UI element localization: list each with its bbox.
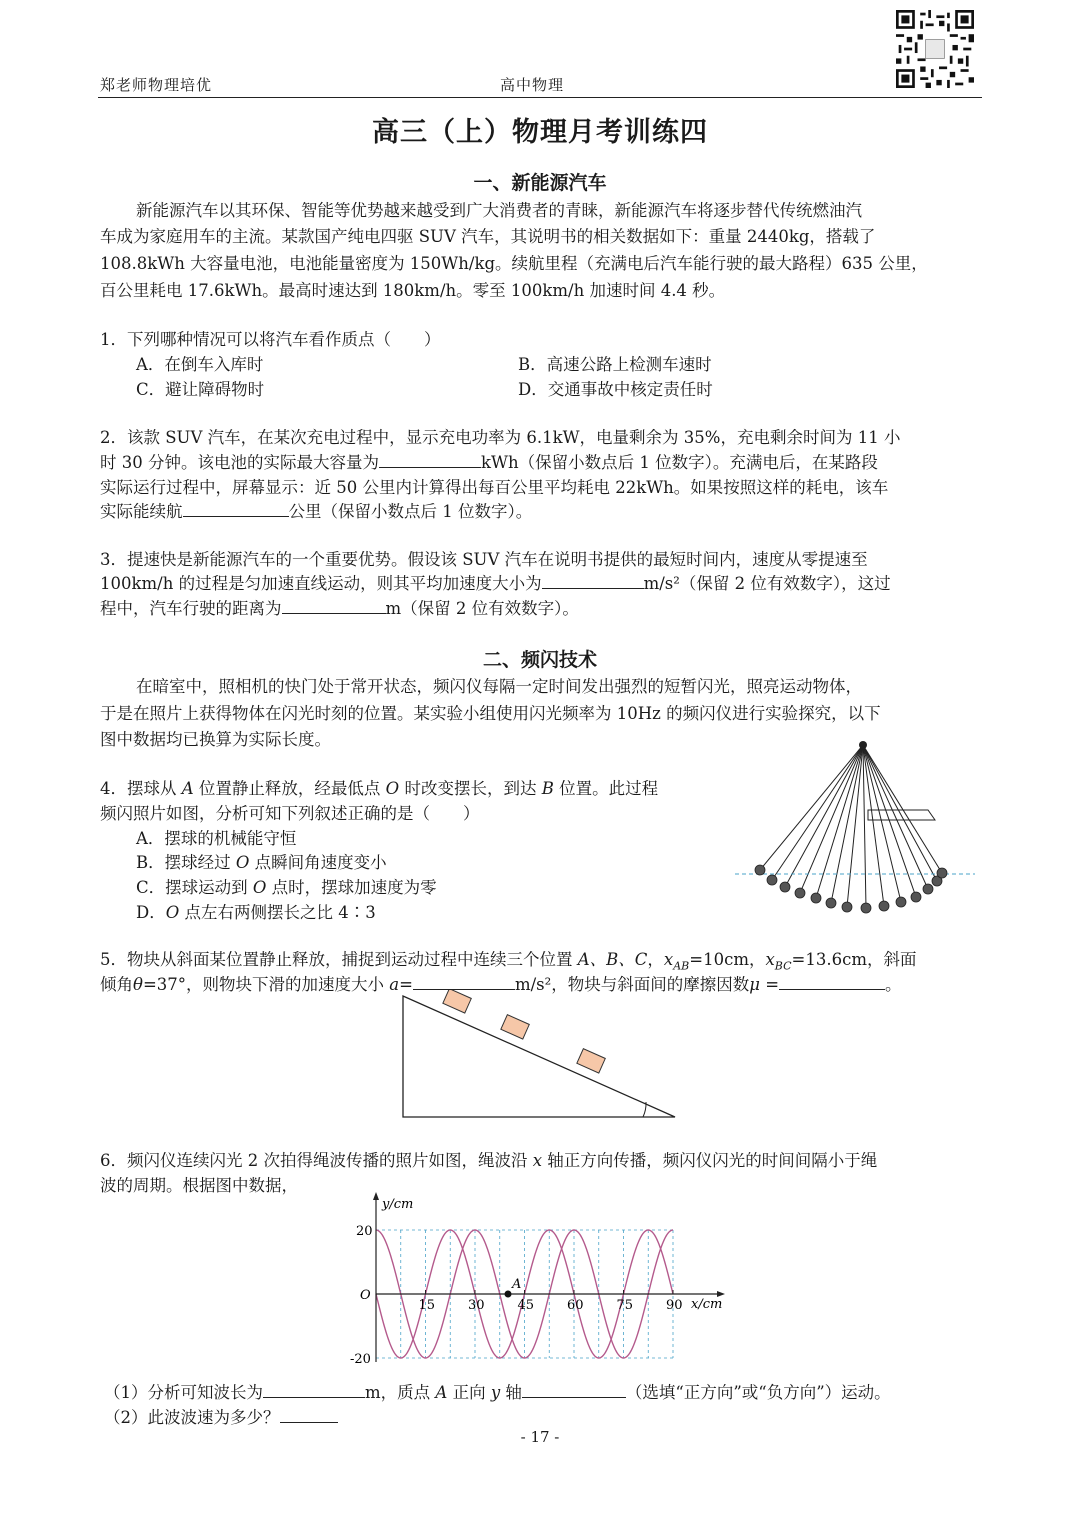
pendulum-string [863,745,942,873]
q4-c3: 点时，摆球加速度为零 [266,878,437,897]
q4-d3: 点左右两侧摆长之比 4∶3 [179,903,376,922]
section-1-intro-line-4: 百公里耗电 17.6kWh。最高时速达到 180km/h。零至 100km/h 加速时间 4.4 秒。 [100,281,726,300]
q5-line-1 [100,946,916,972]
pendulum-ball [911,892,921,902]
q6-s1c: A [435,1383,448,1402]
y-axis-arrow [373,1192,379,1200]
header-left-text: 郑老师物理培优 [100,76,213,94]
pendulum-ball [795,888,805,898]
header-center-text: 高中物理 [500,76,565,94]
y-axis-label: y/cm [382,1197,414,1212]
pendulum-ball [826,898,836,908]
point-a-marker [505,1291,512,1298]
x-tick-label: 90 [666,1298,683,1313]
q4-c1: C．摆球运动到 [136,878,253,897]
x-tick-label: 15 [418,1298,436,1313]
q4-l1g: 位置。此过程 [553,779,659,798]
q4-c2: O [252,878,267,897]
q4-option-d [136,899,376,923]
x-axis-label: x/cm [691,1297,723,1312]
q6-blank-wavelength[interactable] [263,1381,365,1398]
q4-line-1 [100,775,658,799]
q4-l1e: 时改变摆长，到达 [399,779,542,798]
incline-figure [395,990,685,1120]
section-2-intro-line-3: 图中数据均已换算为实际长度。 [100,730,331,749]
q4-l1c: 位置静止释放，经最低点 [193,779,386,798]
q2-line-4b: 公里（保留小数点后 1 位数字）。 [288,502,533,521]
section-1-intro-line-1: 新能源汽车以其环保、智能等优势越来越受到广大消费者的青睐，新能源汽车将逐步替代传统燃油汽 [136,201,862,220]
pendulum-string [863,745,866,908]
pivot-point [859,741,867,749]
q2-blank-capacity[interactable] [379,451,481,468]
pendulum-ball [811,893,821,903]
q6-sub-1 [104,1379,891,1403]
q6-x: x [532,1151,543,1170]
q3-line-2 [100,570,891,594]
q4-option-a: A．摆球的机械能守恒 [136,829,297,848]
block-a [443,990,471,1013]
pendulum-ball [896,897,906,907]
q3-line-3b: m（保留 2 位有效数字）。 [385,599,579,618]
q4-line-2: 频闪照片如图，分析可知下列叙述正确的是（ ） [100,804,480,823]
q3-line-2b: m/s²（保留 2 位有效数字），这过 [643,574,891,593]
q6-sub-2 [104,1404,338,1428]
q1-option-a: A．在倒车入库时 [136,355,264,374]
y-tick-label: -20 [350,1352,371,1367]
q5-l1a: 5．物块从斜面某位置静止释放，捕捉到运动过程中连续三个位置 [100,950,578,969]
q6-l1a: 6．频闪仪连续闪光 2 次拍得绳波传播的照片如图，绳波沿 [100,1151,533,1170]
pendulum-string [760,745,863,870]
q6-line-2: 波的周期。根据图中数据， [100,1176,298,1195]
pendulum-figure [730,735,980,945]
q1-option-c: C．避让障碍物时 [136,380,265,399]
q3-line-1: 3．提速快是新能源汽车的一个重要优势。假设该 SUV 汽车在说明书提供的最短时间内，速度从零提速至 [100,550,868,569]
block-b [501,1015,529,1039]
q4-b3: 点瞬间角速度变小 [249,853,387,872]
q3-line-2a: 100km/h 的过程是匀加速直线运动，则其平均加速度大小为 [100,574,542,593]
q2-line-2a: 时 30 分钟。该电池的实际最大容量为 [100,453,379,472]
q5-l2a: 倾角 [100,975,133,994]
q3-blank-acceleration[interactable] [542,572,644,589]
q1-option-b: B．高速公路上检测车速时 [518,355,712,374]
q5-mu: μ [749,975,760,994]
q1-stem: 1．下列哪种情况可以将汽车看作质点（ ） [100,330,441,349]
q4-option-c [136,874,437,898]
q2-line-1: 2．该款 SUV 汽车，在某次充电过程中，显示充电功率为 6.1kW，电量剩余为 35%，充电剩余时间为 11 小 [100,428,901,447]
q6-blank-direction[interactable] [522,1381,626,1398]
q4-point-a: A [181,779,194,798]
x-tick-label: 30 [468,1298,485,1313]
block-c [577,1049,605,1073]
page-number: - 17 - [520,1428,560,1446]
q4-point-b: B [541,779,554,798]
q6-s2: （2）此波波速为多少？ [104,1408,280,1427]
incline-triangle [403,996,675,1117]
pendulum-balls [755,865,947,913]
q3-line-3a: 程中，汽车行驶的距离为 [100,599,282,618]
q5-l2e: = [399,975,413,994]
q4-point-o: O [385,779,400,798]
section-1-intro-line-3: 108.8kWh 大容量电池，电池能量密度为 150Wh/kg。续航里程（充满电后汽车能行驶的最大路程）635 公里， [100,254,928,273]
pendulum-string [800,745,863,893]
q5-xab-sub: AB [673,959,690,973]
q2-line-3: 实际运行过程中，屏幕显示：近 50 公里内计算得出每百公里平均耗电 22kWh。如果按照这样的耗电，该车 [100,478,889,497]
q5-l2h: = [759,975,780,994]
pendulum-ball [842,902,852,912]
qr-code-icon [896,10,974,88]
q6-blank-speed[interactable] [280,1406,338,1423]
q6-l1c: 轴正方向传播，频闪仪闪光的时间间隔小于绳 [542,1151,878,1170]
q6-s1b: m，质点 [365,1383,436,1402]
q1-option-d: D．交通事故中核定责任时 [518,380,713,399]
q5-l2c: =37°，则物块下滑的加速度大小 [142,975,390,994]
pendulum-ball [755,865,765,875]
q6-s1g: （选填“正方向”或“负方向”）运动。 [625,1383,891,1402]
pendulum-ball [923,884,933,894]
q2-line-2 [100,449,878,473]
section-2-title: 二、频闪技术 [482,649,597,671]
q6-s1e: y [490,1383,501,1402]
q4-d2: O [165,903,180,922]
q4-l1a: 4．摆球从 [100,779,182,798]
q4-b1: B．摆球经过 [136,853,236,872]
x-tick-label: 75 [616,1298,634,1313]
q2-line-4 [100,498,532,522]
pendulum-ball [861,903,871,913]
x-tick-label: 45 [517,1298,535,1313]
q5-l2f: m/s²，物块与斜面间的摩擦因数 [514,975,750,994]
q5-theta: θ [133,975,143,994]
section-1-intro-line-2: 车成为家庭用车的主流。某款国产纯电四驱 SUV 汽车，其说明书的相关数据如下：重量 2440kg，搭载了 [100,227,876,246]
pendulum-ball [780,882,790,892]
q5-xbc-sub: BC [774,959,792,973]
page-title: 高三（上）物理月考训练四 [372,117,708,148]
q4-d1: D． [136,903,166,922]
q6-s1f: 轴 [500,1383,522,1402]
origin-label: O [360,1288,371,1303]
q5-a: a [389,975,400,994]
q5-blank-acceleration[interactable] [413,973,515,990]
q5-l2i: 。 [885,975,902,994]
q2-blank-range[interactable] [183,500,289,517]
q2-line-4a: 实际能续航 [100,502,183,521]
y-tick-label: 20 [356,1224,373,1239]
pendulum-ball [767,875,777,885]
q5-l1d: =10cm， [689,950,766,969]
q2-line-2b: kWh（保留小数点后 1 位数字）。充满电后，在某路段 [481,453,878,472]
q4-option-b [136,849,387,873]
q5-xbc: x [765,950,775,969]
section-1-title: 一、新能源汽车 [473,172,607,194]
q5-xab: x [663,950,674,969]
section-2-intro-line-1: 在暗室中，照相机的快门处于常开状态，频闪仪每隔一定时间发出强烈的短暂闪光，照亮运动物体， [136,677,862,696]
q6-line-1 [100,1147,877,1171]
q5-blank-friction[interactable] [779,973,885,990]
wave-chart [340,1188,740,1376]
pendulum-string [863,745,937,881]
header-rule [98,97,982,98]
q4-b2: O [235,853,250,872]
q6-s1d: 正向 [447,1383,491,1402]
q5-points: A、B、C [577,950,648,969]
pendulum-ball [879,901,889,911]
q5-l1e: =13.6cm，斜面 [791,950,917,969]
q3-line-3 [100,595,579,619]
q6-s1a: （1）分析可知波长为 [104,1383,263,1402]
point-a-label: A [512,1277,522,1292]
x-tick-label: 60 [567,1298,584,1313]
section-2-intro-line-2: 于是在照片上获得物体在闪光时刻的位置。某实验小组使用闪光频率为 10Hz 的频闪仪进行实验探究，以下 [100,704,881,723]
theta-arc [643,1102,646,1117]
q5-l1c: ， [647,950,664,969]
pendulum-string [863,745,901,902]
pendulum-string [816,745,863,898]
pendulum-ball [937,868,947,878]
wave-ticks [350,1224,683,1367]
q3-blank-distance[interactable] [282,597,386,614]
